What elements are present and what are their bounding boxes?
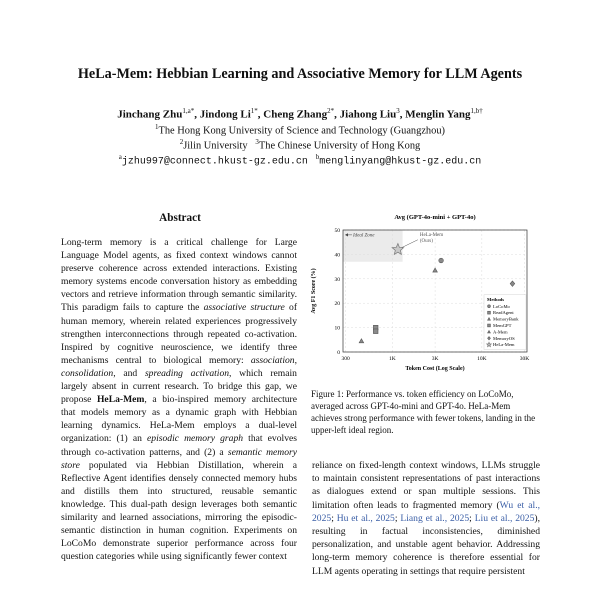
- y-tick-label: 50: [334, 228, 340, 234]
- legend-label: A-Mem: [493, 329, 508, 335]
- chart-plot-layer: [310, 214, 529, 372]
- author-name: Cheng Zhang: [263, 108, 328, 121]
- figure-1-chart: [305, 206, 545, 382]
- abstract-text: ,: [294, 354, 297, 366]
- abstract-emphasis: associative structure: [203, 302, 285, 314]
- abstract-text: of human memory, wherein related experiences progressively strengthen interconnections through repeated co-activation. Inspired by cognitive neuroscience, we identify three mechanisms central to biological memory:: [61, 302, 298, 366]
- body-text: ), resulting in factual inconsistencies, diminished personalization, and unstable agent behavior. Addressing long-term memory coherence is therefore essential for LLM agents operating in settings that require persistent: [312, 512, 540, 577]
- abstract-emphasis: consolidation: [61, 367, 114, 379]
- figure-caption: Figure 1: Performance vs. token efficiency on LoCoMo, averaged across GPT-4o-mini and GPT-4o. HeLa-Mem achieves strong performance with fewer tokens, landing in the upper-left ideal region.: [311, 389, 536, 436]
- abstract-text: populated via Hebbian Distillation, wherein a Reflective Agent identifies densely connected memory hubs and distills them into structured, reusable semantic knowledge. This dual-path design leverages both semantic similarity and learned associations, mirroring the episodic-semantic distinction in human cognition. Experiments on LoCoMo demonstrate superior performance across four question categories while using significantly fewer context: [61, 459, 297, 563]
- abstract-heading: Abstract: [159, 212, 201, 224]
- body-text: ;: [469, 512, 475, 524]
- affiliation-text: The Chinese University of Hong Kong: [258, 140, 421, 152]
- citation-link[interactable]: Wu et al., 2025: [312, 499, 540, 524]
- legend-label: MemoryOS: [493, 335, 515, 341]
- author-name: Jinchang Zhu: [117, 108, 183, 121]
- abstract-emphasis: association: [250, 354, 295, 366]
- x-tick-label: 30K: [519, 356, 530, 362]
- abstract-emphasis: spreading activation: [144, 367, 230, 379]
- legend-label: MemoryBank: [493, 316, 519, 322]
- data-point-locomo: [439, 258, 444, 263]
- annotation-label: HeLa-Mem: [419, 232, 444, 238]
- y-tick-label: 20: [334, 301, 340, 308]
- email-line: [0, 153, 600, 167]
- abstract-body: [61, 236, 297, 563]
- legend-marker: [488, 305, 491, 308]
- legend-title: Methods: [487, 296, 505, 302]
- annotation-sublabel: (Ours): [419, 238, 433, 244]
- citation-link[interactable]: Liang et al., 2025: [400, 512, 470, 524]
- email-address[interactable]: menglinyang@hkust-gz.edu.cn: [319, 156, 482, 168]
- body-text: ;: [394, 512, 401, 524]
- email-sup: b: [315, 153, 320, 161]
- citation-link[interactable]: Liu et al., 2025: [474, 512, 535, 524]
- legend-label: MemGPT: [493, 322, 512, 328]
- y-tick-label: 10: [334, 325, 340, 332]
- right-column-body: [312, 459, 540, 578]
- author-list: Jinchang Zhu$^{1,a*}$, Jindong $Li^{1*}$, Cheng Zhang$^{2*}$, Jiahong Liu$^3$, Menglin Yang$^{1,b\dagger}$: [117, 107, 483, 121]
- ideal-zone-label: Ideal Zone: [353, 233, 375, 239]
- legend-label: LoCoMo: [493, 303, 510, 309]
- author-name: Menglin Yang: [405, 108, 471, 121]
- email-address[interactable]: jzhu997@connect.hkust-gz.edu.cn: [121, 156, 308, 168]
- affiliation-line-1: [0, 123, 600, 136]
- x-tick-label: 300: [341, 356, 350, 362]
- abstract-text: that evolves through co-activation patterns, and (2) a: [61, 433, 297, 458]
- author-sup: 1,a*: [182, 107, 195, 115]
- data-point-memgpt: [373, 329, 378, 334]
- chart-title: Avg (GPT-4o-mini + GPT-4o): [394, 214, 476, 221]
- affiliation-sup: 3: [255, 138, 259, 146]
- author-sup: 1,b†: [470, 107, 483, 115]
- citation-link[interactable]: Hu et al., 2025: [336, 512, 395, 524]
- abstract-emphasis: episodic memory graph: [147, 433, 244, 445]
- affiliation-sup: 1: [155, 123, 159, 131]
- data-point-memorybank: [359, 339, 364, 343]
- author-sup: 1*: [250, 107, 258, 115]
- body-text: ;: [331, 512, 337, 524]
- abstract-text: , and: [113, 367, 145, 379]
- abstract-text: , which remain largely absent in current research. To bridge this gap, we propose: [61, 367, 297, 406]
- legend-label: ReadAgent: [493, 310, 514, 316]
- y-tick-label: 0: [337, 350, 340, 356]
- affiliation-sup: 2: [179, 138, 184, 146]
- annotation-arrow: [402, 240, 418, 248]
- abstract-text: Long-term memory is a critical challenge for Large Language Model agents, as fixed context windows cannot preserve coherence across extended interactions. Existing memory systems encode conversation history as embedding vectors and retrieve information through semantic similarity. This paradigm fails to capture the: [61, 237, 297, 314]
- data-point-memoryos: [510, 281, 515, 287]
- y-tick-label: 40: [334, 252, 340, 259]
- author-sup: 3: [396, 107, 400, 115]
- body-text: reliance on fixed-length context windows, LLMs struggle to maintain consistent representations of past interactions as dialogues extend or span multiple sessions. This limitation often leads to fragmented memory (: [312, 460, 540, 511]
- paper-title: HeLa-Mem: Hebbian Learning and Associative Memory for LLM Agents: [77, 66, 523, 82]
- affiliation-line-2: [0, 138, 600, 151]
- x-tick-label: 3K: [431, 356, 439, 362]
- y-tick-label: 30: [334, 276, 340, 283]
- method-name: HeLa-Mem: [96, 394, 145, 406]
- x-axis-label: Token Cost (Log Scale): [405, 366, 465, 372]
- abstract-text: , a bio-inspired memory architecture that models memory as a dynamic graph with Hebbian learning dynamics. HeLa-Mem employs a dual-level organization: (1) an: [61, 394, 297, 445]
- legend-marker: [488, 324, 491, 327]
- affiliation-text: Jilin University: [183, 140, 248, 152]
- author-sup: 2*: [327, 107, 335, 115]
- legend-label: HeLa-Mem: [493, 342, 515, 348]
- email-sup: a: [118, 153, 122, 161]
- y-axis-label: Avg F1 Score (%): [311, 268, 317, 314]
- legend-marker: [488, 311, 491, 314]
- author-name: Jindong Li: [199, 108, 251, 121]
- x-tick-label: 1K: [389, 356, 396, 362]
- author-name: Jiahong Liu: [339, 108, 397, 121]
- affiliation-text: The Hong Kong University of Science and Technology (Guangzhou): [158, 125, 445, 137]
- abstract-emphasis: semantic memory store: [61, 446, 297, 471]
- data-point-a-mem: [433, 268, 438, 272]
- x-tick-label: 10K: [477, 356, 487, 362]
